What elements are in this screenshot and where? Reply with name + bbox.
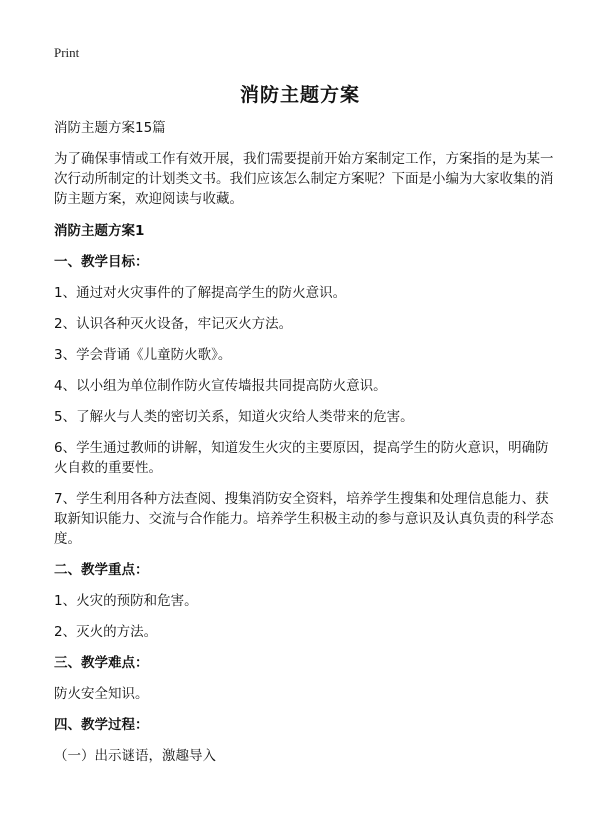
difficulty-item: 防火安全知识。 — [54, 686, 149, 702]
document-body — [54, 118, 554, 777]
document-title: 消防主题方案 — [239, 84, 360, 106]
goals-heading: 一、教学目标： — [54, 254, 149, 270]
intro-paragraph: 为了确保事情或工作有效开展，我们需要提前开始方案制定工作，方案指的是为某一次行动所制定的计划类文书。我们应该怎么制定方案呢？下面是小编为大家收集的消防主题方案，欢迎阅读与收藏。 — [54, 151, 554, 207]
goal-item: 1、通过对火灾事件的了解提高学生的防火意识。 — [54, 285, 347, 301]
goal-item: 7、学生利用各种方法查阅、搜集消防安全资料，培养学生搜集和处理信息能力、获取新知识能力、交流与合作能力。培养学生积极主动的参与意识及认真负责的科学态度。 — [54, 491, 554, 547]
key-point-item: 2、灭火的方法。 — [54, 624, 158, 640]
process-heading: 四、教学过程： — [54, 717, 149, 733]
key-point-item: 1、火灾的预防和危害。 — [54, 593, 198, 609]
goal-item: 4、以小组为单位制作防火宣传墙报共同提高防火意识。 — [54, 378, 387, 394]
goal-item: 6、学生通过教师的讲解，知道发生火灾的主要原因，提高学生的防火意识，明确防火自救的重要性。 — [54, 440, 549, 476]
document-subtitle: 消防主题方案15篇 — [54, 120, 166, 136]
goal-item: 3、学会背诵《儿童防火歌》。 — [54, 347, 232, 363]
process-item: （一）出示谜语，激趣导入 — [54, 748, 216, 764]
difficulties-heading: 三、教学难点： — [54, 655, 149, 671]
section-title: 消防主题方案1 — [54, 223, 145, 239]
goal-item: 2、认识各种灭火设备，牢记灭火方法。 — [54, 316, 293, 332]
key-points-heading: 二、教学重点： — [54, 562, 149, 578]
print-link[interactable]: Print — [54, 45, 80, 60]
goal-item: 5、了解火与人类的密切关系，知道火灾给人类带来的危害。 — [54, 409, 414, 425]
